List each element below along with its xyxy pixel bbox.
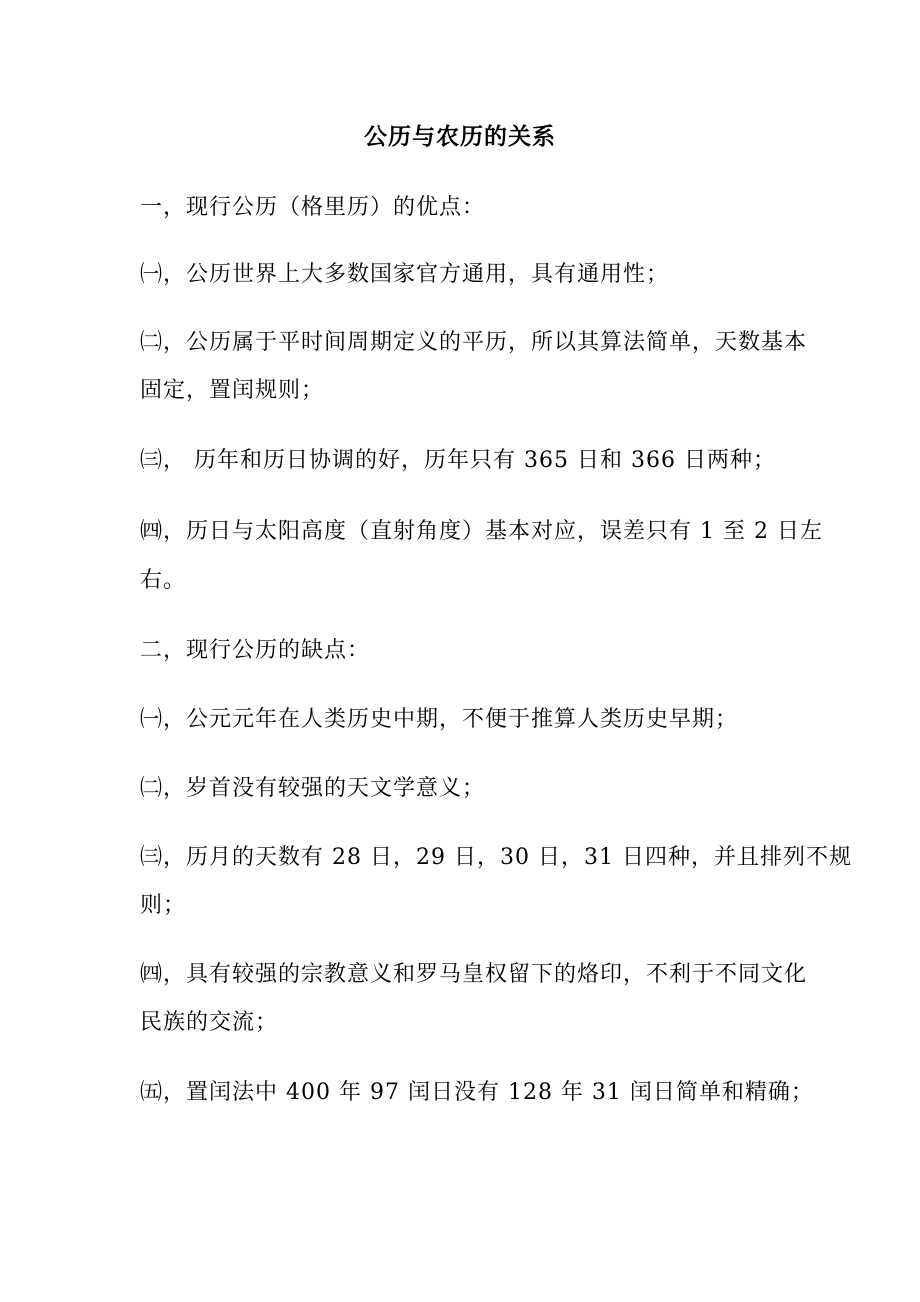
paragraph-line: 固定，置闰规则； [140,378,325,403]
paragraph-line: ㈢， 历年和历日协调的好，历年只有 365 日和 366 日两种； [140,448,776,473]
paragraph-line: ㈠，公历世界上大多数国家官方通用，具有通用性； [140,262,670,287]
paragraph-line: 右。 [140,568,187,593]
document-title: 公历与农历的关系 [364,123,556,150]
paragraph-line: ㈤，置闰法中 400 年 97 闰日没有 128 年 31 闰日简单和精确； [140,1080,814,1105]
section-heading-advantages: 一，现行公历（格里历）的优点： [140,195,486,220]
paragraph-line: 民族的交流； [140,1010,279,1035]
paragraph-line: ㈢，历月的天数有 28 日，29 日，30 日，31 日四种，并且排列不规 [140,845,852,870]
paragraph-line: ㈣，具有较强的宗教意义和罗马皇权留下的烙印，不利于不同文化 [140,962,808,987]
paragraph-line: ㈠，公元元年在人类历史中期，不便于推算人类历史早期； [140,707,739,732]
paragraph-line: ㈣，历日与太阳高度（直射角度）基本对应，误差只有 1 至 2 日左 [140,519,823,544]
paragraph-line: 则； [140,893,187,918]
paragraph-line: ㈡，岁首没有较强的天文学意义； [140,776,486,801]
section-heading-disadvantages: 二，现行公历的缺点： [140,638,371,663]
paragraph-line: ㈡，公历属于平时间周期定义的平历，所以其算法简单，天数基本 [140,330,808,355]
